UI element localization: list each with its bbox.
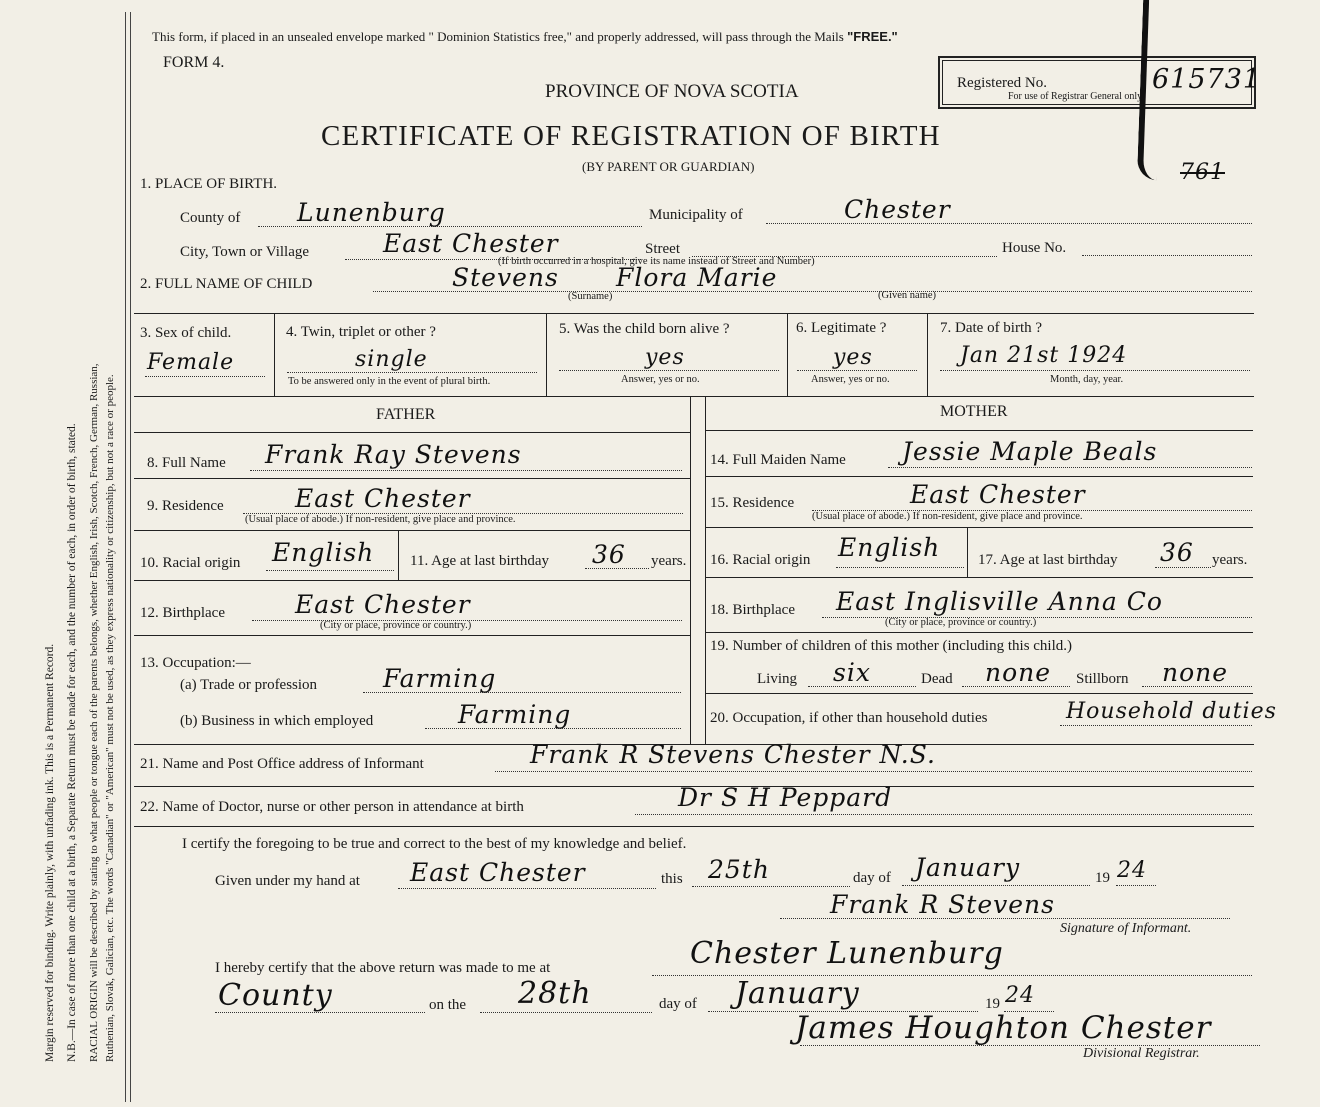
child-given-name: Flora Marie [616, 263, 778, 292]
registrar-year-prefix: 19 [985, 996, 1000, 1012]
child-surname: Stevens [452, 263, 559, 292]
stillborn-value: none [1162, 658, 1229, 687]
informant-value: Frank R Stevens Chester N.S. [530, 740, 936, 769]
house-label: House No. [1002, 240, 1067, 256]
child-name-label: 2. FULL NAME OF CHILD [140, 276, 313, 292]
twin-value: single [355, 347, 428, 372]
twin-label: 4. Twin, triplet or other ? [286, 324, 436, 340]
street-note: (If birth occurred in a hospital, give its name instead of Street and Number) [498, 256, 815, 267]
mother-birthplace-note: (City or place, province or country.) [885, 617, 1037, 628]
father-birthplace-value: East Chester [295, 590, 471, 619]
registrar-dayof-label: day of [659, 996, 697, 1012]
father-birthplace-note: (City or place, province or country.) [320, 620, 472, 631]
registrar-county-value: County [218, 978, 333, 1013]
given-name-note: (Given name) [878, 290, 937, 301]
margin-note-1: Margin reserved for binding. Write plainly, with unfading ink. This is a Permanent Record. [44, 643, 56, 1062]
informant-signature-label: Signature of Informant. [1060, 921, 1192, 936]
father-age-label: 11. Age at last birthday [410, 553, 549, 569]
mother-occupation-label: 20. Occupation, if other than household duties [710, 710, 988, 726]
mother-race-value: English [838, 533, 941, 562]
municipality-label: Municipality of [649, 207, 743, 223]
registrar-month-value: January [735, 976, 860, 1011]
street-label: Street [645, 241, 680, 257]
mother-heading: MOTHER [940, 403, 1008, 420]
municipality-value: Chester [844, 195, 951, 224]
father-business-label: (b) Business in which employed [180, 713, 374, 729]
mother-birthplace-value: East Inglisville Anna Co [836, 587, 1163, 616]
alive-label: 5. Was the child born alive ? [559, 321, 730, 337]
father-race-value: English [272, 538, 375, 567]
father-residence-label: 9. Residence [147, 498, 224, 514]
living-label: Living [757, 671, 797, 687]
margin-rule [125, 12, 126, 1102]
father-name-value: Frank Ray Stevens [265, 440, 522, 469]
legitimate-label: 6. Legitimate ? [796, 320, 887, 336]
informant-signature: Frank R Stevens [830, 890, 1055, 919]
certify-text: I certify the foregoing to be true and correct to the best of my knowledge and belief. [182, 836, 687, 852]
dead-value: none [985, 658, 1052, 687]
mother-residence-note: (Usual place of abode.) If non-resident, give place and province. [812, 511, 1083, 522]
given-place-value: East Chester [410, 858, 586, 887]
dead-label: Dead [921, 671, 953, 687]
given-label: Given under my hand at [215, 873, 360, 889]
cert-day-value: 25th [708, 855, 770, 884]
alive-note: Answer, yes or no. [621, 374, 700, 385]
mother-age-value: 36 [1160, 538, 1194, 567]
registrar-day-value: 28th [518, 976, 592, 1011]
mother-race-label: 16. Racial origin [710, 552, 811, 568]
father-race-label: 10. Racial origin [140, 555, 241, 571]
registrar-year-value: 24 [1005, 983, 1035, 1008]
registered-number-box [938, 56, 1262, 109]
alive-value: yes [645, 345, 685, 370]
sex-label: 3. Sex of child. [140, 325, 232, 341]
city-value: East Chester [383, 229, 559, 258]
mother-occupation-value: Household duties [1066, 699, 1277, 724]
this-label: this [661, 871, 683, 887]
cert-dayof-label: day of [853, 870, 891, 886]
mother-residence-label: 15. Residence [710, 495, 795, 511]
registered-value: 615731 [1152, 64, 1262, 95]
county-value: Lunenburg [297, 198, 446, 227]
cert-year-prefix: 19 [1095, 870, 1110, 886]
legitimate-value: yes [833, 345, 873, 370]
registered-label: Registered No. [957, 75, 1047, 91]
mother-birthplace-label: 18. Birthplace [710, 602, 795, 618]
father-name-label: 8. Full Name [147, 455, 226, 471]
mother-name-value: Jessie Maple Beals [902, 437, 1158, 466]
father-occupation-label: 13. Occupation:— [140, 655, 251, 671]
margin-note-4: Ruthenian, Slovak, Galician, etc. The words "Canadian" or "American" must not be used, as they express nationality or citizenship, but not a race or people. [104, 374, 116, 1062]
doctor-value: Dr S H Peppard [678, 783, 893, 812]
dob-label: 7. Date of birth ? [940, 320, 1043, 336]
cert-year-value: 24 [1117, 858, 1147, 883]
county-label: County of [180, 210, 241, 226]
registrar-place-value: Chester Lunenburg [690, 936, 1004, 971]
legitimate-note: Answer, yes or no. [811, 374, 890, 385]
cert-month-value: January [915, 853, 1021, 882]
father-residence-note: (Usual place of abode.) If non-resident, give place and province. [245, 514, 516, 525]
sex-value: Female [147, 350, 235, 375]
registrar-certify-text: I hereby certify that the above return was made to me at [215, 960, 551, 976]
mother-name-label: 14. Full Maiden Name [710, 452, 846, 468]
father-age-unit: years. [651, 553, 687, 569]
header-notice: This form, if placed in an unsealed envelope marked " Dominion Statistics free," and properly addressed, will pass through the Mails "FREE." [152, 29, 898, 44]
province-heading: PROVINCE OF NOVA SCOTIA [545, 81, 799, 102]
dob-value: Jan 21st 1924 [960, 343, 1128, 368]
registrar-signature: James Houghton Chester [795, 1010, 1212, 1046]
city-label: City, Town or Village [180, 244, 310, 260]
registrar-onthe-label: on the [429, 997, 467, 1013]
twin-note: To be answered only in the event of plural birth. [288, 376, 491, 387]
doctor-label: 22. Name of Doctor, nurse or other person in attendance at birth [140, 799, 524, 815]
father-residence-value: East Chester [295, 484, 471, 513]
margin-note-3: RACIAL ORIGIN will be described by stating to what people or tongue each of the parents belongs, whether English, Irish, Scotch, French, German, Russian, [88, 363, 100, 1062]
father-business-value: Farming [458, 700, 572, 729]
father-trade-value: Farming [383, 664, 497, 693]
place-heading: 1. PLACE OF BIRTH. [140, 176, 278, 192]
surname-note: (Surname) [568, 291, 613, 302]
certificate-subtitle: (BY PARENT OR GUARDIAN) [582, 159, 755, 174]
living-value: six [833, 658, 871, 687]
stamp-number: 761 [1180, 160, 1225, 185]
informant-label: 21. Name and Post Office address of Informant [140, 756, 424, 772]
form-number: FORM 4. [163, 54, 225, 71]
pen-stroke [1137, 0, 1163, 180]
father-trade-label: (a) Trade or profession [180, 677, 318, 693]
mother-children-label: 19. Number of children of this mother (including this child.) [710, 638, 1073, 654]
mother-age-unit: years. [1212, 552, 1248, 568]
registrar-label: Divisional Registrar. [1083, 1046, 1200, 1061]
father-heading: FATHER [376, 406, 436, 423]
stillborn-label: Stillborn [1076, 671, 1129, 687]
dob-note: Month, day, year. [1050, 374, 1124, 385]
father-age-value: 36 [592, 540, 626, 569]
mother-age-label: 17. Age at last birthday [978, 552, 1118, 568]
certificate-title: CERTIFICATE OF REGISTRATION OF BIRTH [321, 120, 941, 152]
father-birthplace-label: 12. Birthplace [140, 605, 225, 621]
margin-note-2: N.B.—In case of more than one child at a birth, a Separate Return must be made for each, and the number of each, in order of birth, stated. [66, 423, 78, 1062]
mother-residence-value: East Chester [910, 480, 1086, 509]
registered-note: For use of Registrar General only. [1008, 91, 1144, 102]
